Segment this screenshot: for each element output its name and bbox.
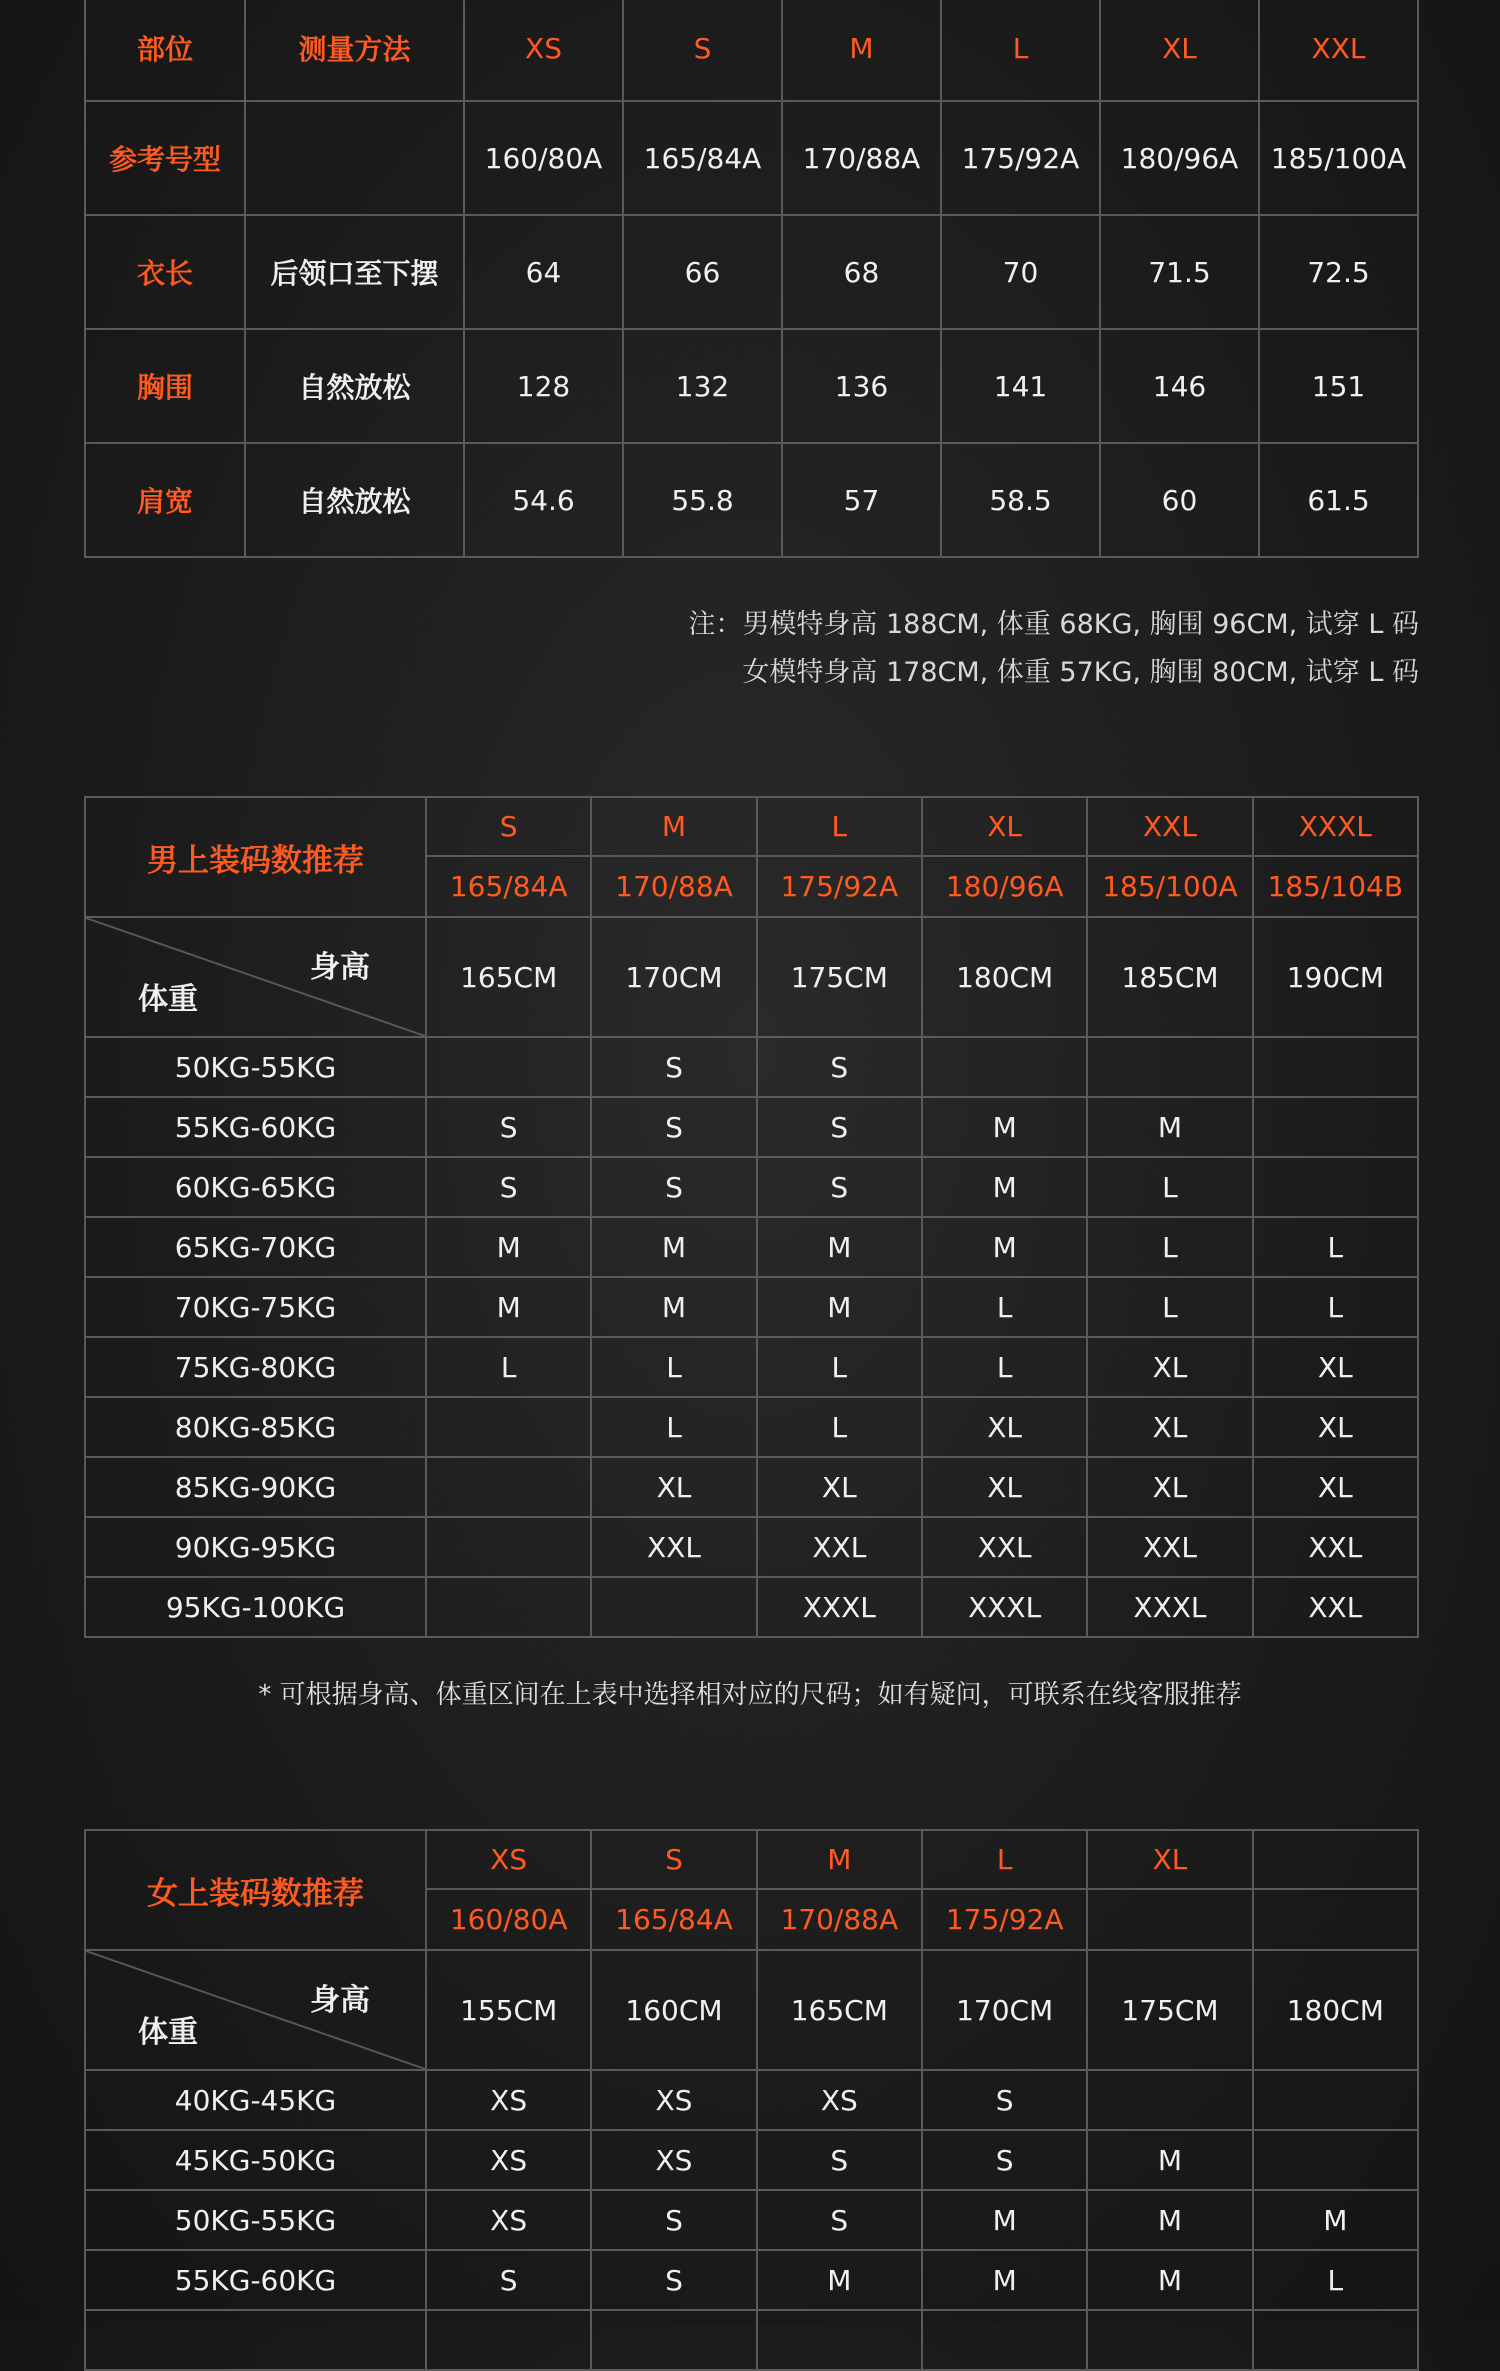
header-cell: M bbox=[782, 0, 941, 101]
size-recommendation-cell: M bbox=[1087, 1097, 1252, 1157]
height-cell: 180CM bbox=[1253, 1950, 1418, 2070]
size-recommendation-cell: S bbox=[757, 1037, 922, 1097]
table-row bbox=[85, 215, 1418, 329]
header-cell: S bbox=[623, 0, 782, 101]
range-cell bbox=[1087, 1889, 1252, 1950]
size-recommendation-cell: M bbox=[1087, 2130, 1252, 2190]
weight-range-cell: 70KG-75KG bbox=[85, 1277, 426, 1337]
table-row bbox=[85, 2070, 1418, 2130]
size-recommendation-cell: L bbox=[1087, 1217, 1252, 1277]
size-cell: M bbox=[757, 1830, 922, 1889]
size-recommendation-cell: L bbox=[757, 1397, 922, 1457]
height-label: 身高 bbox=[310, 1983, 370, 2018]
size-recommendation-cell bbox=[426, 1037, 591, 1097]
value-cell: 55.8 bbox=[623, 443, 782, 557]
height-cell: 170CM bbox=[591, 917, 756, 1037]
size-recommendation-cell: S bbox=[922, 2070, 1087, 2130]
size-cell: XL bbox=[922, 797, 1087, 856]
size-recommendation-cell: M bbox=[426, 1217, 591, 1277]
size-recommendation-cell: XXL bbox=[1253, 1577, 1418, 1637]
size-recommendation-cell: S bbox=[426, 1097, 591, 1157]
size-recommendation-cell: XS bbox=[591, 2070, 756, 2130]
height-row bbox=[85, 917, 1418, 1037]
size-recommendation-cell bbox=[1253, 2310, 1418, 2370]
size-recommendation-cell: S bbox=[757, 1097, 922, 1157]
size-recommendation-cell: XS bbox=[591, 2130, 756, 2190]
size-recommendation-cell: L bbox=[1087, 1157, 1252, 1217]
size-recommendation-cell: M bbox=[591, 1277, 756, 1337]
table-row bbox=[85, 1097, 1418, 1157]
size-recommendation-cell: S bbox=[426, 2250, 591, 2310]
header-cell: L bbox=[941, 0, 1100, 101]
size-recommendation-cell: M bbox=[922, 1217, 1087, 1277]
table-row bbox=[85, 2190, 1418, 2250]
size-recommendation-cell: M bbox=[922, 1157, 1087, 1217]
size-recommendation-cell: XL bbox=[1087, 1397, 1252, 1457]
size-recommendation-cell bbox=[1253, 1037, 1418, 1097]
size-recommendation-cell: M bbox=[922, 2190, 1087, 2250]
size-recommendation-cell bbox=[922, 1037, 1087, 1097]
size-recommendation-cell: M bbox=[757, 2250, 922, 2310]
footnote: * 可根据身高、体重区间在上表中选择相对应的尺码；如有疑问，可联系在线客服推荐 bbox=[258, 1680, 1242, 1710]
weight-label: 体重 bbox=[138, 982, 198, 1017]
value-cell: 58.5 bbox=[941, 443, 1100, 557]
size-recommendation-cell: M bbox=[757, 1277, 922, 1337]
men-table-title: 男上装码数推荐 bbox=[85, 797, 426, 917]
value-cell: 165/84A bbox=[623, 101, 782, 215]
model-note-women: 女模特身高 178CM, 体重 57KG, 胸围 80CM, 试穿 L 码 bbox=[742, 657, 1419, 688]
table-row bbox=[85, 1217, 1418, 1277]
weight-range-cell: 90KG-95KG bbox=[85, 1517, 426, 1577]
size-recommendation-cell bbox=[1253, 2070, 1418, 2130]
size-recommendation-cell: L bbox=[922, 1277, 1087, 1337]
value-cell: 128 bbox=[464, 329, 623, 443]
size-cell: L bbox=[757, 797, 922, 856]
size-recommendation-cell: S bbox=[922, 2130, 1087, 2190]
header-cell: XXL bbox=[1259, 0, 1418, 101]
size-recommendation-cell: XXL bbox=[1087, 1517, 1252, 1577]
men-weight-rows bbox=[85, 1037, 1418, 1637]
value-cell: 132 bbox=[623, 329, 782, 443]
height-cell: 165CM bbox=[757, 1950, 922, 2070]
size-recommendation-cell: XL bbox=[1253, 1457, 1418, 1517]
table-row bbox=[85, 101, 1418, 215]
value-cell: 160/80A bbox=[464, 101, 623, 215]
method-cell bbox=[245, 101, 464, 215]
size-cell: XL bbox=[1087, 1830, 1252, 1889]
weight-label: 体重 bbox=[138, 2015, 198, 2050]
size-recommendation-cell bbox=[1253, 1097, 1418, 1157]
diagonal-header-cell bbox=[85, 917, 426, 1037]
size-recommendation-cell: L bbox=[922, 1337, 1087, 1397]
weight-range-cell: 75KG-80KG bbox=[85, 1337, 426, 1397]
table-row bbox=[85, 2310, 1418, 2370]
size-recommendation-cell bbox=[426, 2310, 591, 2370]
size-cell: M bbox=[591, 797, 756, 856]
height-cell: 155CM bbox=[426, 1950, 591, 2070]
size-recommendation-cell: S bbox=[757, 1157, 922, 1217]
size-recommendation-cell: M bbox=[757, 1217, 922, 1277]
value-cell: 151 bbox=[1259, 329, 1418, 443]
row-label: 胸围 bbox=[85, 329, 245, 443]
header-cell: 测量方法 bbox=[245, 0, 464, 101]
value-cell: 136 bbox=[782, 329, 941, 443]
weight-range-cell: 65KG-70KG bbox=[85, 1217, 426, 1277]
value-cell: 146 bbox=[1100, 329, 1259, 443]
size-recommendation-cell: L bbox=[591, 1337, 756, 1397]
spec-header-row bbox=[85, 0, 1418, 101]
weight-range-cell: 95KG-100KG bbox=[85, 1577, 426, 1637]
size-recommendation-cell bbox=[591, 1577, 756, 1637]
value-cell: 185/100A bbox=[1259, 101, 1418, 215]
size-recommendation-cell bbox=[1087, 2310, 1252, 2370]
size-recommendation-cell bbox=[426, 1397, 591, 1457]
size-cell: XXL bbox=[1087, 797, 1252, 856]
value-cell: 57 bbox=[782, 443, 941, 557]
size-recommendation-cell: M bbox=[922, 2250, 1087, 2310]
size-recommendation-cell: S bbox=[757, 2190, 922, 2250]
size-recommendation-cell: XL bbox=[1253, 1337, 1418, 1397]
weight-range-cell: 55KG-60KG bbox=[85, 1097, 426, 1157]
size-recommendation-cell: L bbox=[757, 1337, 922, 1397]
range-cell: 175/92A bbox=[757, 856, 922, 917]
table-row bbox=[85, 1037, 1418, 1097]
table-row bbox=[85, 2130, 1418, 2190]
weight-range-cell: 40KG-45KG bbox=[85, 2070, 426, 2130]
size-recommendation-cell: XXL bbox=[1253, 1517, 1418, 1577]
size-recommendation-cell: S bbox=[426, 1157, 591, 1217]
height-cell: 175CM bbox=[757, 917, 922, 1037]
women-weight-rows bbox=[85, 2070, 1418, 2370]
size-recommendation-cell bbox=[426, 1517, 591, 1577]
range-cell: 185/104B bbox=[1253, 856, 1418, 917]
size-recommendation-cell: S bbox=[591, 1037, 756, 1097]
table-row bbox=[85, 443, 1418, 557]
size-recommendation-cell: L bbox=[426, 1337, 591, 1397]
size-recommendation-cell: XL bbox=[591, 1457, 756, 1517]
table-row bbox=[85, 2250, 1418, 2310]
method-cell: 自然放松 bbox=[245, 443, 464, 557]
weight-range-cell bbox=[85, 2310, 426, 2370]
value-cell: 60 bbox=[1100, 443, 1259, 557]
size-recommendation-cell: XXL bbox=[591, 1517, 756, 1577]
range-cell: 180/96A bbox=[922, 856, 1087, 917]
value-cell: 54.6 bbox=[464, 443, 623, 557]
table-row bbox=[85, 329, 1418, 443]
size-recommendation-cell: XL bbox=[757, 1457, 922, 1517]
men-size-recommendation-table bbox=[84, 796, 1419, 1638]
diagonal-header-cell bbox=[85, 1950, 426, 2070]
size-recommendation-cell: XL bbox=[1087, 1337, 1252, 1397]
size-spec-table bbox=[84, 0, 1419, 558]
size-recommendation-cell: M bbox=[1253, 2190, 1418, 2250]
size-recommendation-cell bbox=[426, 1577, 591, 1637]
size-cell: L bbox=[922, 1830, 1087, 1889]
size-recommendation-cell: S bbox=[591, 2250, 756, 2310]
row-label: 肩宽 bbox=[85, 443, 245, 557]
size-recommendation-cell: L bbox=[591, 1397, 756, 1457]
table-row bbox=[85, 1577, 1418, 1637]
method-cell: 后领口至下摆 bbox=[245, 215, 464, 329]
table-row bbox=[85, 1157, 1418, 1217]
weight-range-cell: 55KG-60KG bbox=[85, 2250, 426, 2310]
weight-range-cell: 50KG-55KG bbox=[85, 1037, 426, 1097]
value-cell: 66 bbox=[623, 215, 782, 329]
weight-range-cell: 45KG-50KG bbox=[85, 2130, 426, 2190]
table-row bbox=[85, 1337, 1418, 1397]
range-cell: 185/100A bbox=[1087, 856, 1252, 917]
header-cell: XL bbox=[1100, 0, 1259, 101]
row-label: 衣长 bbox=[85, 215, 245, 329]
value-cell: 70 bbox=[941, 215, 1100, 329]
size-recommendation-cell: L bbox=[1253, 1277, 1418, 1337]
height-cell: 190CM bbox=[1253, 917, 1418, 1037]
table-row bbox=[85, 1277, 1418, 1337]
size-recommendation-cell: XS bbox=[757, 2070, 922, 2130]
size-recommendation-cell: M bbox=[1087, 2250, 1252, 2310]
table-row bbox=[85, 1457, 1418, 1517]
size-recommendation-cell: M bbox=[591, 1217, 756, 1277]
size-recommendation-cell: XXL bbox=[757, 1517, 922, 1577]
size-recommendation-cell: S bbox=[591, 2190, 756, 2250]
value-cell: 71.5 bbox=[1100, 215, 1259, 329]
size-recommendation-cell bbox=[1253, 1157, 1418, 1217]
size-recommendation-cell bbox=[1087, 1037, 1252, 1097]
range-cell: 160/80A bbox=[426, 1889, 591, 1950]
value-cell: 175/92A bbox=[941, 101, 1100, 215]
size-recommendation-cell: XXL bbox=[922, 1517, 1087, 1577]
size-recommendation-cell: S bbox=[591, 1157, 756, 1217]
range-cell: 165/84A bbox=[426, 856, 591, 917]
value-cell: 141 bbox=[941, 329, 1100, 443]
size-recommendation-cell bbox=[1087, 2070, 1252, 2130]
size-recommendation-cell: XL bbox=[922, 1457, 1087, 1517]
range-cell: 165/84A bbox=[591, 1889, 756, 1950]
range-cell: 170/88A bbox=[591, 856, 756, 917]
value-cell: 170/88A bbox=[782, 101, 941, 215]
size-recommendation-cell: XL bbox=[1253, 1397, 1418, 1457]
value-cell: 64 bbox=[464, 215, 623, 329]
method-cell: 自然放松 bbox=[245, 329, 464, 443]
height-cell: 160CM bbox=[591, 1950, 756, 2070]
weight-range-cell: 80KG-85KG bbox=[85, 1397, 426, 1457]
height-cell: 180CM bbox=[922, 917, 1087, 1037]
size-recommendation-cell: XL bbox=[922, 1397, 1087, 1457]
range-cell bbox=[1253, 1889, 1418, 1950]
size-recommendation-cell: S bbox=[591, 1097, 756, 1157]
height-cell: 185CM bbox=[1087, 917, 1252, 1037]
table-row bbox=[85, 1397, 1418, 1457]
size-cell: XXXL bbox=[1253, 797, 1418, 856]
size-recommendation-cell: XXXL bbox=[1087, 1577, 1252, 1637]
model-note-men: 注：男模特身高 188CM, 体重 68KG, 胸围 96CM, 试穿 L 码 bbox=[688, 609, 1419, 640]
size-recommendation-cell bbox=[1253, 2130, 1418, 2190]
weight-range-cell: 50KG-55KG bbox=[85, 2190, 426, 2250]
height-cell: 175CM bbox=[1087, 1950, 1252, 2070]
row-label: 参考号型 bbox=[85, 101, 245, 215]
table-row bbox=[85, 1517, 1418, 1577]
size-recommendation-cell bbox=[757, 2310, 922, 2370]
size-cell: XS bbox=[426, 1830, 591, 1889]
header-cell: 部位 bbox=[85, 0, 245, 101]
women-size-recommendation-table bbox=[84, 1829, 1419, 2371]
size-recommendation-cell bbox=[426, 1457, 591, 1517]
height-cell: 170CM bbox=[922, 1950, 1087, 2070]
size-recommendation-cell: XL bbox=[1087, 1457, 1252, 1517]
size-recommendation-cell: M bbox=[1087, 2190, 1252, 2250]
size-recommendation-cell: L bbox=[1253, 2250, 1418, 2310]
size-recommendation-cell: M bbox=[922, 1097, 1087, 1157]
women-table-title: 女上装码数推荐 bbox=[85, 1830, 426, 1950]
size-recommendation-cell: S bbox=[757, 2130, 922, 2190]
size-recommendation-cell: L bbox=[1253, 1217, 1418, 1277]
value-cell: 61.5 bbox=[1259, 443, 1418, 557]
size-recommendation-cell: XXXL bbox=[922, 1577, 1087, 1637]
size-row bbox=[85, 1830, 1418, 1889]
value-cell: 68 bbox=[782, 215, 941, 329]
size-recommendation-cell bbox=[591, 2310, 756, 2370]
weight-range-cell: 85KG-90KG bbox=[85, 1457, 426, 1517]
size-cell bbox=[1253, 1830, 1418, 1889]
size-cell: S bbox=[426, 797, 591, 856]
size-cell: S bbox=[591, 1830, 756, 1889]
size-recommendation-cell: M bbox=[426, 1277, 591, 1337]
value-cell: 72.5 bbox=[1259, 215, 1418, 329]
size-recommendation-cell: XS bbox=[426, 2070, 591, 2130]
header-cell: XS bbox=[464, 0, 623, 101]
size-row bbox=[85, 797, 1418, 856]
value-cell: 180/96A bbox=[1100, 101, 1259, 215]
range-cell: 170/88A bbox=[757, 1889, 922, 1950]
size-recommendation-cell: XS bbox=[426, 2190, 591, 2250]
height-cell: 165CM bbox=[426, 917, 591, 1037]
weight-range-cell: 60KG-65KG bbox=[85, 1157, 426, 1217]
size-recommendation-cell: XXXL bbox=[757, 1577, 922, 1637]
size-recommendation-cell: XS bbox=[426, 2130, 591, 2190]
height-label: 身高 bbox=[310, 950, 370, 985]
size-recommendation-cell bbox=[922, 2310, 1087, 2370]
size-recommendation-cell: L bbox=[1087, 1277, 1252, 1337]
range-cell: 175/92A bbox=[922, 1889, 1087, 1950]
height-row bbox=[85, 1950, 1418, 2070]
